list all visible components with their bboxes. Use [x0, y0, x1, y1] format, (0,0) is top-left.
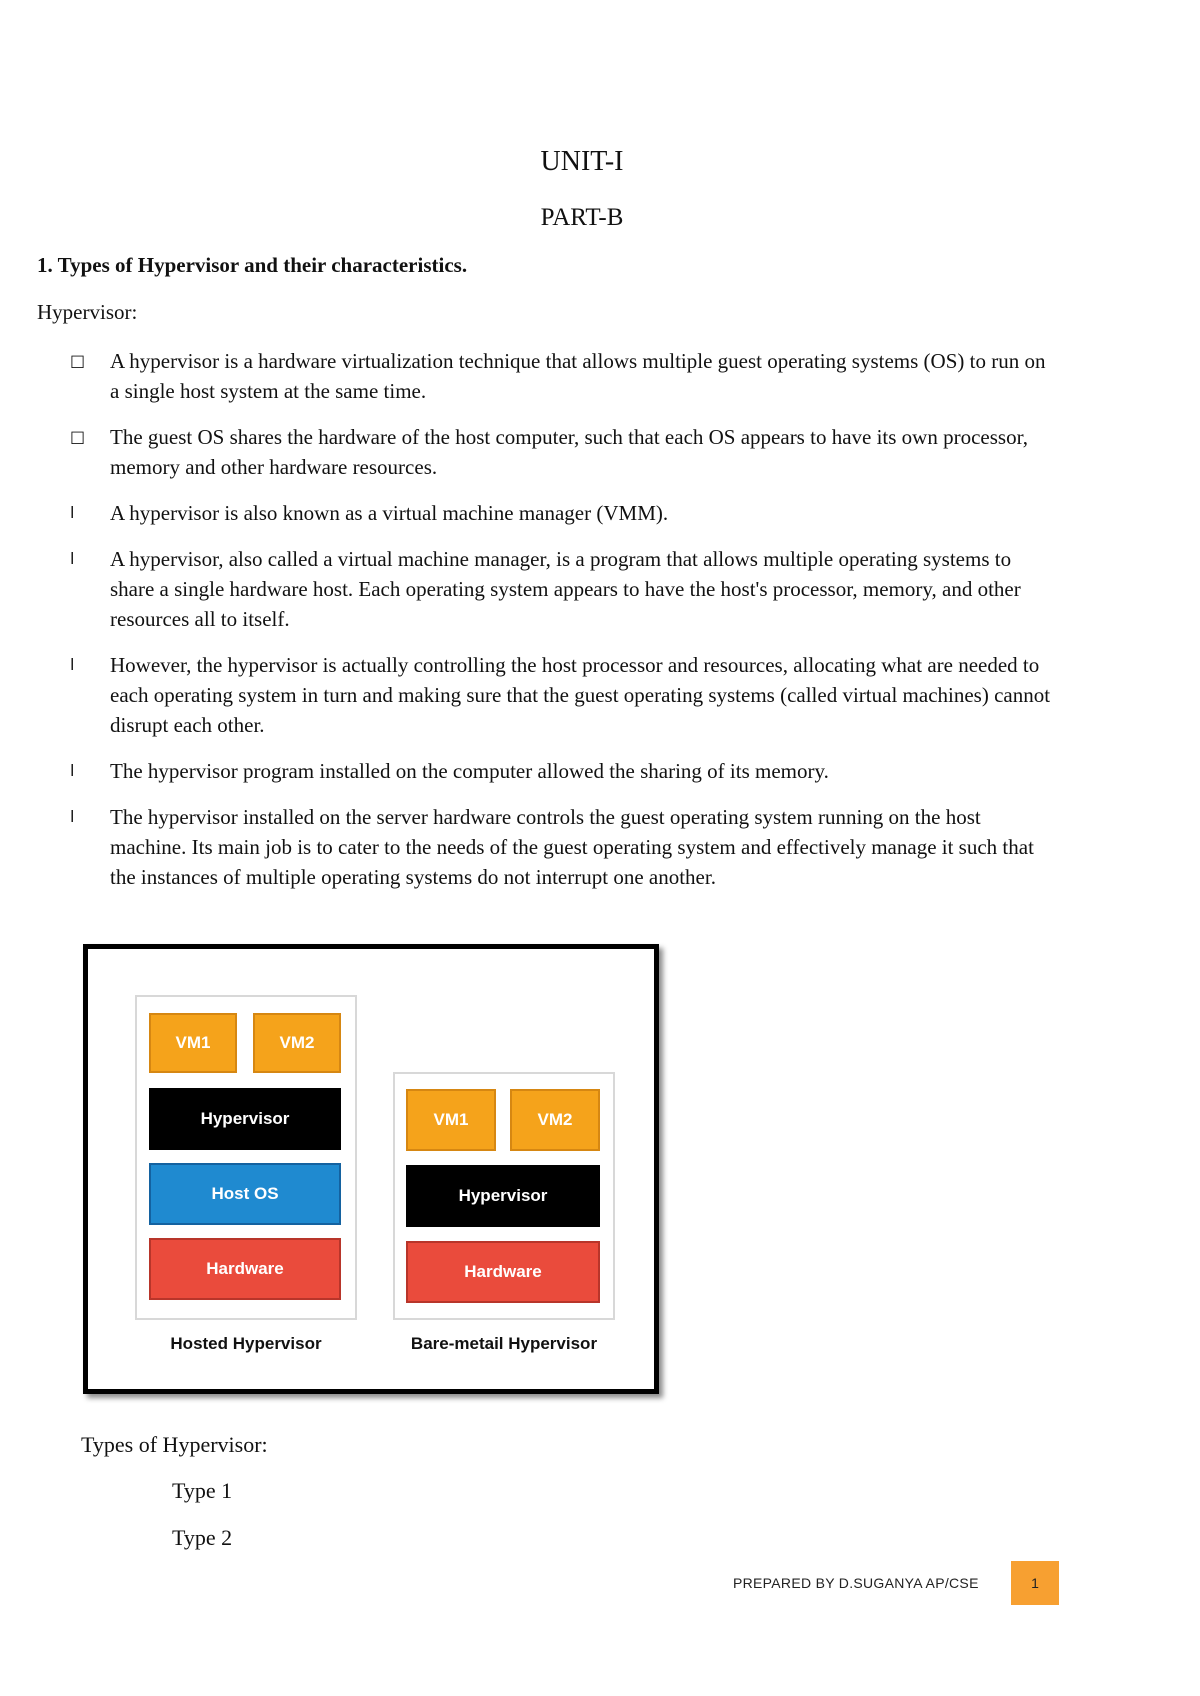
bullet-item: [70, 346, 1060, 406]
bullet-item: [70, 650, 1060, 740]
section-label: Hypervisor:: [37, 300, 138, 324]
bullet-item: [70, 756, 1060, 786]
hosted-hypervisor-stack: [135, 995, 357, 1320]
question-heading: 1. Types of Hypervisor and their characteristics.: [37, 253, 468, 277]
bare-vm1-block: VM1: [406, 1089, 496, 1151]
bullet-text: The hypervisor installed on the server hardware controls the guest operating system running on the host machine. Its main job is to cater to the needs of the guest operating system and effectively manage it such that the instances of multiple operating systems do not interrupt one another.: [110, 805, 1034, 889]
page-number-badge: 1: [1011, 1561, 1059, 1605]
footer-author: PREPARED BY D.SUGANYA AP/CSE: [733, 1575, 979, 1591]
checkbox-bullet-icon: □: [70, 351, 86, 370]
bare-vm2-block: VM2: [510, 1089, 600, 1151]
bullet-text: A hypervisor, also called a virtual machine manager, is a program that allows multiple operating systems to share a single hardware host. Each operating system appears to have the host's processor, memory, and other resources all to itself.: [110, 547, 1021, 631]
bare-metal-hypervisor-stack: [393, 1072, 615, 1320]
hosted-vm2-block: VM2: [253, 1013, 341, 1073]
bullet-item: [70, 544, 1060, 634]
bullet-item: [70, 802, 1060, 892]
bullet-text: A hypervisor is a hardware virtualization technique that allows multiple guest operating systems (OS) to run on a single host system at the same time.: [110, 349, 1046, 403]
types-label: Types of Hypervisor:: [81, 1432, 268, 1457]
hosted-hypervisor-block: Hypervisor: [149, 1088, 341, 1150]
type-2-item: Type 2: [172, 1525, 233, 1550]
hosted-hardware-block: Hardware: [149, 1238, 341, 1300]
bar-bullet-icon: l: [70, 807, 75, 826]
hosted-hypervisor-caption: Hosted Hypervisor: [170, 1334, 322, 1353]
bare-hypervisor-block: Hypervisor: [406, 1165, 600, 1227]
bullet-text: The guest OS shares the hardware of the host computer, such that each OS appears to have its own processor, memory and other hardware resources.: [110, 425, 1028, 479]
hosted-vm1-block: VM1: [149, 1013, 237, 1073]
bar-bullet-icon: l: [70, 655, 75, 674]
bare-metal-hypervisor-caption: Bare-metail Hypervisor: [410, 1334, 598, 1353]
bar-bullet-icon: l: [70, 761, 75, 780]
checkbox-bullet-icon: □: [70, 427, 86, 446]
bare-hardware-block: Hardware: [406, 1241, 600, 1303]
part-title: PART-B: [540, 204, 624, 231]
type-1-item: Type 1: [172, 1478, 233, 1503]
bar-bullet-icon: l: [70, 549, 75, 568]
bullet-text: The hypervisor program installed on the computer allowed the sharing of its memory.: [110, 759, 829, 783]
hypervisor-diagram: [83, 944, 659, 1394]
bullet-item: [70, 422, 1060, 482]
bullet-list: [70, 346, 1060, 908]
bullet-text: A hypervisor is also known as a virtual machine manager (VMM).: [110, 501, 669, 525]
bullet-text: However, the hypervisor is actually controlling the host processor and resources, allocating what are needed to each operating system in turn and making sure that the guest operating systems (called virtual machines) cannot disrupt each other.: [110, 653, 1051, 737]
unit-title: UNIT-I: [540, 146, 624, 177]
host-os-block: Host OS: [149, 1163, 341, 1225]
bullet-item: [70, 498, 1060, 528]
bar-bullet-icon: l: [70, 503, 75, 522]
